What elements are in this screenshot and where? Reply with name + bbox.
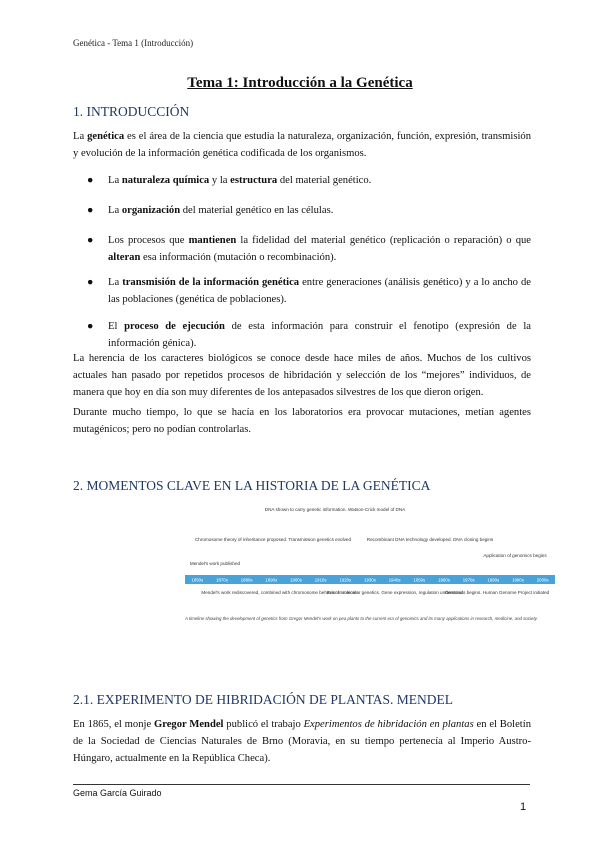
timeline-decade-label: 1880s	[240, 577, 253, 583]
section-heading-mendel: 2.1. EXPERIMENTO DE HIBRIDACIÓN DE PLANTAS. MENDEL	[73, 692, 454, 707]
timeline-decade-label: 1890s	[265, 577, 278, 583]
mutations-paragraph: Durante mucho tiempo, lo que se hacía en los laboratorios era provocar mutaciones, metían agentes mutagénicos; pero no podían controlarlas.	[73, 407, 531, 435]
section-heading-introduccion: 1. INTRODUCCIÓN	[73, 104, 190, 119]
intro-paragraph: La genética es el área de la ciencia que estudia la naturaleza, organización, función, expresión, transmisión y evolución de la información genética codificada de los organismos.	[73, 131, 532, 159]
timeline-decade-label: 1930s	[364, 577, 376, 583]
topics-list	[73, 172, 531, 361]
timeline-label-recombinant-dna: Recombinant DNA technology developed. DNA cloning begins	[366, 537, 494, 542]
list-item: ● El proceso de ejecución de esta información para construir el fenotipo (expresión de la información génica).	[87, 321, 531, 349]
timeline-decade-label: 2000s	[536, 577, 549, 583]
page-number: 1	[520, 801, 527, 813]
timeline-label-dna-genetic-info: DNA shown to carry genetic information. Watson-Crick model of DNA	[264, 507, 406, 512]
timeline-label-mendel-published: Mendel's work published	[189, 561, 241, 566]
timeline-label-molecular-genetics: Era of molecular genetics. Gene expression, regulation understood	[326, 590, 464, 595]
list-item: ● La organización del material genético en las células.	[87, 205, 334, 216]
page-title: Tema 1: Introducción a la Genética	[187, 75, 413, 91]
heredity-paragraph: La herencia de los caracteres biológicos se conoce desde hace miles de años. Muchos de los cultivos actuales han pasado por repetidos procesos de hibridación y selección de los “mejores” individuos, de manera que hoy en día son muy diferentes de los antepasados silvestres de los que dieron origen.	[73, 353, 531, 398]
timeline-decade-label: 1850s	[191, 577, 204, 583]
list-item: ● La transmisión de la información genética entre generaciones (análisis genético) y a lo ancho de las poblaciones (genética de poblaciones).	[87, 277, 531, 305]
timeline-decade-label: 1980s	[487, 577, 500, 583]
timeline-decade-label: 1910s	[314, 577, 327, 583]
list-item: ● Los procesos que mantienen la fidelidad del material genético (replicación o reparación) o que alteran esa información (mutación o recombinación).	[87, 235, 531, 263]
timeline-label-genomics-application: Application of genomics begins	[483, 553, 547, 558]
genetics-timeline-figure	[185, 506, 555, 626]
timeline-label-chromosome-theory: Chromosome theory of inheritance proposed. Transmission genetics evolved	[194, 537, 352, 542]
timeline-caption: A timeline showing the development of genetics from Gregor Mendel's work on pea plants to the current era of genomics and its many applications in research, medicine, and society.	[185, 616, 538, 621]
timeline-decade-label: 1900s	[290, 577, 302, 583]
timeline-label-mendel-rediscovered: Mendel's work rediscovered, combined with chromosome behavior in meiosis	[201, 590, 359, 595]
timeline-decade-label: 1950s	[413, 577, 426, 583]
timeline-decade-label: 1990s	[512, 577, 524, 583]
list-item: ● La naturaleza química y la estructura del material genético.	[87, 175, 372, 186]
timeline-decade-label: 1920s	[339, 577, 352, 583]
section-heading-momentos-clave: 2. MOMENTOS CLAVE EN LA HISTORIA DE LA GENÉTICA	[73, 478, 431, 493]
footer-divider	[73, 784, 530, 785]
running-header: Genética - Tema 1 (Introducción)	[73, 38, 194, 48]
timeline-decade-label: 1960s	[438, 577, 450, 583]
timeline-label-genomics-begins: Genomics begins. Human Genome Project initiated	[444, 590, 550, 595]
footer-author: Gema García Guirado	[73, 788, 162, 798]
timeline-decade-label: 1870s	[216, 577, 228, 583]
timeline-decade-label: 1970s	[462, 577, 475, 583]
mendel-paragraph: En 1865, el monje Gregor Mendel publicó el trabajo Experimentos de hibridación en plantas en el Boletín de la Sociedad de Ciencias Naturales de Brno (Moravia, en su tiempo pertenecía al Imperio Austro-Húngaro, actualmente en la República Checa).	[73, 719, 531, 764]
timeline-decade-label: 1940s	[388, 577, 401, 583]
